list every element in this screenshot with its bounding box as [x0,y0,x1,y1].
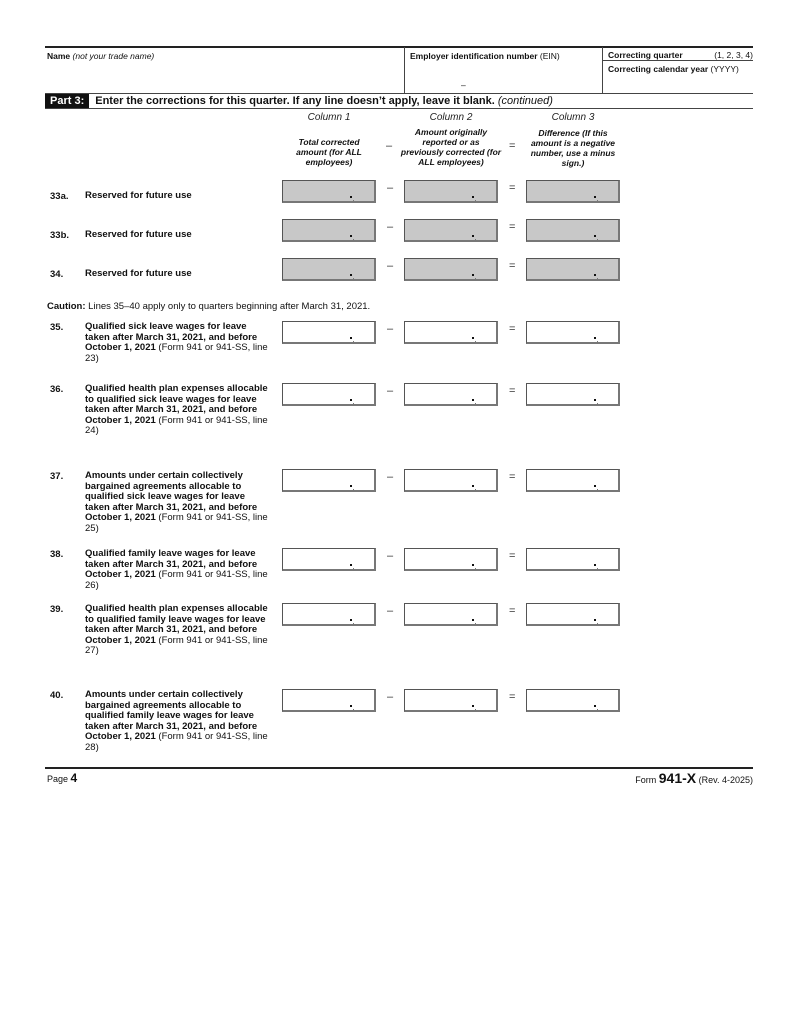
part-continued: (continued) [497,95,553,107]
line-description [85,322,270,364]
cents-divider [475,403,476,406]
line-33b-column-1-input [282,219,376,242]
line-39-column-1-input[interactable] [282,603,376,626]
form-id: Form 941-X (Rev. 4-2025) [635,770,753,786]
line-38-column-3-input[interactable] [526,548,620,571]
line-38-column-1-input[interactable] [282,548,376,571]
column-3-title: Column 3 [551,112,595,123]
decimal-point [350,196,352,198]
line-description [85,384,270,437]
equals-operator: = [509,182,516,194]
minus-operator: – [387,221,394,233]
line-number: 35. [50,322,64,333]
correcting-year-field[interactable] [603,74,753,92]
minus-operator: – [387,323,394,335]
equals-operator: = [509,691,516,703]
cents-divider [353,568,354,571]
line-number: 36. [50,384,64,395]
minus-operator: – [387,691,394,703]
decimal-point [350,337,352,339]
cents-divider [597,200,598,203]
line-number: 37. [50,471,64,482]
cents-divider [597,239,598,242]
line-form-reference: (Form 941 or 941-SS, line 25) [85,512,268,534]
equals-operator: = [509,550,516,562]
line-number: 40. [50,690,64,701]
footer-rule [45,767,753,769]
decimal-point [350,619,352,621]
cents-divider [597,623,598,626]
part-tag: Part 3: [45,94,89,108]
ein-field[interactable] [405,62,602,92]
equals-operator: = [509,471,516,483]
decimal-point [594,399,596,401]
line-description-bold: Qualified sick leave wages for leave taken after March 31, 2021, and before October 1, 2021 [85,321,258,353]
cents-divider [597,489,598,492]
decimal-point [594,485,596,487]
cents-divider [475,568,476,571]
line-33a-column-3-input [526,180,620,203]
decimal-point [472,705,474,707]
line-description-bold: Amounts under certain collectively bargained agreements allocable to qualified sick leave wages for leave taken after March 31, 2021, and before October 1, 2021 [85,470,258,523]
decimal-point [594,337,596,339]
minus-operator: – [387,260,394,272]
line-description-bold: Qualified health plan expenses allocable to qualified family leave wages for leave taken after March 31, 2021, and before October 1, 2021 [85,603,268,646]
line-number: 38. [50,549,64,560]
column-1-desc: Total corrected amount (for ALL employees) [296,137,362,167]
ein-field-label: Employer identification number (EIN) [410,51,560,61]
line-40-column-2-input[interactable] [404,689,498,712]
line-35-column-2-input[interactable] [404,321,498,344]
line-description [85,269,270,280]
equals-operator: = [509,140,516,152]
line-33b-column-3-input [526,219,620,242]
decimal-point [472,619,474,621]
decimal-point [594,705,596,707]
line-description-bold: Qualified health plan expenses allocable to qualified sick leave wages for leave taken after March 31, 2021, and before October 1, 2021 [85,383,268,426]
line-description [85,230,270,241]
equals-operator: = [509,323,516,335]
equals-operator: = [509,385,516,397]
cents-divider [475,341,476,344]
cents-divider [597,709,598,712]
line-40-column-3-input[interactable] [526,689,620,712]
part-3-heading [45,94,753,109]
caution-note: Caution: Lines 35–40 apply only to quarters beginning after March 31, 2021. [47,301,371,312]
minus-operator: – [387,605,394,617]
cents-divider [353,709,354,712]
line-37-column-3-input[interactable] [526,469,620,492]
line-number: 33a. [50,191,69,202]
line-form-reference: (Form 941 or 941-SS, line 27) [85,634,268,656]
decimal-point [472,337,474,339]
decimal-point [472,235,474,237]
line-34-column-3-input [526,258,620,281]
minus-operator: – [387,550,394,562]
decimal-point [594,196,596,198]
decimal-point [594,235,596,237]
line-description [85,191,270,202]
line-form-reference: (Form 941 or 941-SS, line 23) [85,342,268,364]
line-description-bold: Reserved for future use [85,268,192,279]
line-35-column-3-input[interactable] [526,321,620,344]
cents-divider [353,623,354,626]
cents-divider [353,239,354,242]
decimal-point [350,235,352,237]
cents-divider [475,239,476,242]
cents-divider [597,341,598,344]
minus-operator: – [386,140,393,152]
decimal-point [350,399,352,401]
decimal-point [594,274,596,276]
decimal-point [594,619,596,621]
minus-operator: – [387,182,394,194]
decimal-point [350,274,352,276]
page-number: Page 4 [47,771,78,785]
line-description [85,604,270,657]
correcting-quarter-label: Correcting quarter (1, 2, 3, 4) [608,50,753,60]
cents-divider [475,489,476,492]
name-field-label: Name (not your trade name) [47,51,155,61]
line-34-column-2-input [404,258,498,281]
decimal-point [594,564,596,566]
column-2-desc: Amount originally reported or as previously corrected (for ALL employees) [400,127,502,167]
cents-divider [353,278,354,281]
decimal-point [472,196,474,198]
line-description [85,690,270,753]
header-top-rule [45,46,753,48]
ein-dash: – [461,80,466,90]
decimal-point [350,705,352,707]
correcting-year-label: Correcting calendar year (YYYY) [608,64,739,74]
divider [603,60,753,61]
name-field[interactable] [46,62,403,92]
line-36-column-3-input[interactable] [526,383,620,406]
line-40-column-1-input[interactable] [282,689,376,712]
cents-divider [597,403,598,406]
line-number: 39. [50,604,64,615]
cents-divider [475,709,476,712]
line-form-reference: (Form 941 or 941-SS, line 28) [85,731,268,753]
line-form-reference: (Form 941 or 941-SS, line 24) [85,414,268,436]
equals-operator: = [509,221,516,233]
line-39-column-2-input[interactable] [404,603,498,626]
decimal-point [472,274,474,276]
equals-operator: = [509,605,516,617]
line-39-column-3-input[interactable] [526,603,620,626]
cents-divider [597,568,598,571]
cents-divider [475,278,476,281]
minus-operator: – [387,471,394,483]
line-35-column-1-input[interactable] [282,321,376,344]
cents-divider [597,278,598,281]
line-description-bold: Reserved for future use [85,229,192,240]
cents-divider [353,489,354,492]
minus-operator: – [387,385,394,397]
decimal-point [472,399,474,401]
line-description-bold: Amounts under certain collectively bargained agreements allocable to qualified family leave wages for leave taken after March 31, 2021, and before October 1, 2021 [85,689,258,742]
column-2-title: Column 2 [429,112,473,123]
line-37-column-1-input[interactable] [282,469,376,492]
line-33a-column-2-input [404,180,498,203]
decimal-point [350,564,352,566]
column-3-desc: Difference (If this amount is a negative number, use a minus sign.) [530,128,616,168]
line-33b-column-2-input [404,219,498,242]
line-33a-column-1-input [282,180,376,203]
cents-divider [353,200,354,203]
line-number: 34. [50,269,64,280]
part-title: Enter the corrections for this quarter. If any line doesn’t apply, leave it blank. [95,95,495,107]
cents-divider [353,403,354,406]
line-form-reference: (Form 941 or 941-SS, line 26) [85,569,268,591]
cents-divider [475,623,476,626]
decimal-point [472,485,474,487]
line-36-column-1-input[interactable] [282,383,376,406]
line-description-bold: Reserved for future use [85,190,192,201]
line-38-column-2-input[interactable] [404,548,498,571]
cents-divider [475,200,476,203]
line-36-column-2-input[interactable] [404,383,498,406]
decimal-point [350,485,352,487]
line-37-column-2-input[interactable] [404,469,498,492]
line-description [85,471,270,534]
line-number: 33b. [50,230,70,241]
line-description-bold: Qualified family leave wages for leave taken after March 31, 2021, and before October 1, 2021 [85,548,258,580]
cents-divider [353,341,354,344]
line-description [85,549,270,591]
decimal-point [472,564,474,566]
equals-operator: = [509,260,516,272]
line-34-column-1-input [282,258,376,281]
column-1-title: Column 1 [307,112,351,123]
